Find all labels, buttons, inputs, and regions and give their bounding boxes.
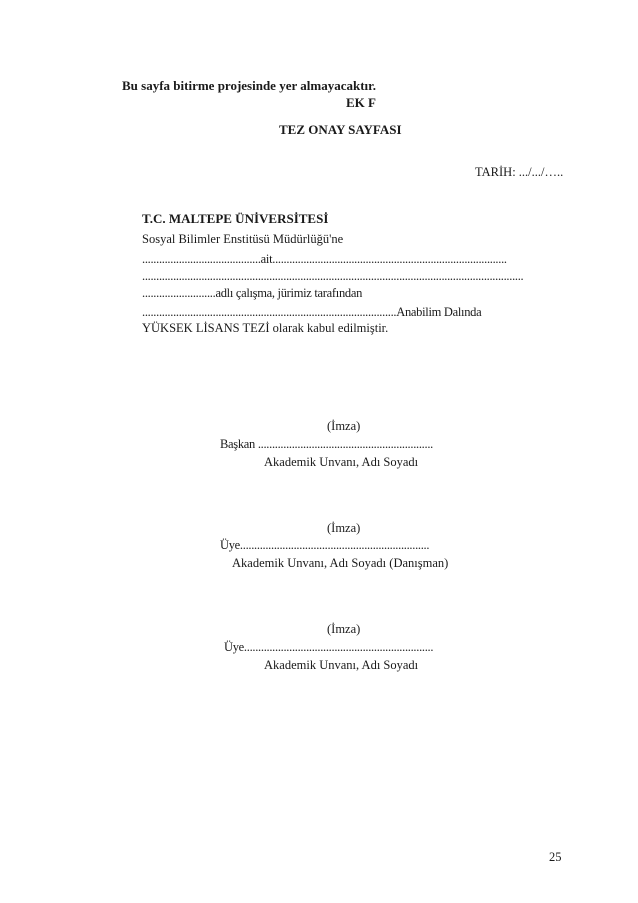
signature-name-3: Akademik Unvanı, Adı Soyadı (264, 658, 419, 672)
university-name: T.C. MALTEPE ÜNİVERSİTESİ (142, 211, 329, 226)
signature-role-line-3: Üye................................................................... (224, 640, 434, 654)
institute-line: Sosyal Bilimler Enstitüsü Müdürlüğü'ne (142, 232, 344, 246)
page-title: TEZ ONAY SAYFASI (279, 122, 402, 137)
signature-imza-1: (İmza) (327, 419, 361, 433)
document-note: Bu sayfa bitirme projesinde yer almayacaktır. (122, 78, 376, 93)
signature-role-line-2: Üye................................................................... (220, 538, 430, 552)
body-line-4: ..........................................................................................Anabilim Dalında (142, 305, 482, 319)
body-line-1: ..........................................ait................................................................................... (142, 252, 507, 266)
signature-imza-2: (İmza) (327, 521, 361, 535)
date-field: TARİH: .../.../….. (475, 165, 564, 179)
signature-name-2: Akademik Unvanı, Adı Soyadı (Danışman) (232, 556, 449, 570)
page-number: 25 (549, 850, 562, 864)
appendix-label: EK F (346, 95, 376, 110)
body-line-2: ....................................................................................................................................... (142, 269, 524, 283)
signature-name-1: Akademik Unvanı, Adı Soyadı (264, 455, 419, 469)
body-line-5: YÜKSEK LİSANS TEZİ olarak kabul edilmiştir. (142, 321, 389, 335)
signature-role-line-1: Başkan .............................................................. (220, 437, 433, 451)
body-line-3: ..........................adlı çalışma, jürimiz tarafından (142, 286, 363, 300)
signature-imza-3: (İmza) (327, 622, 361, 636)
